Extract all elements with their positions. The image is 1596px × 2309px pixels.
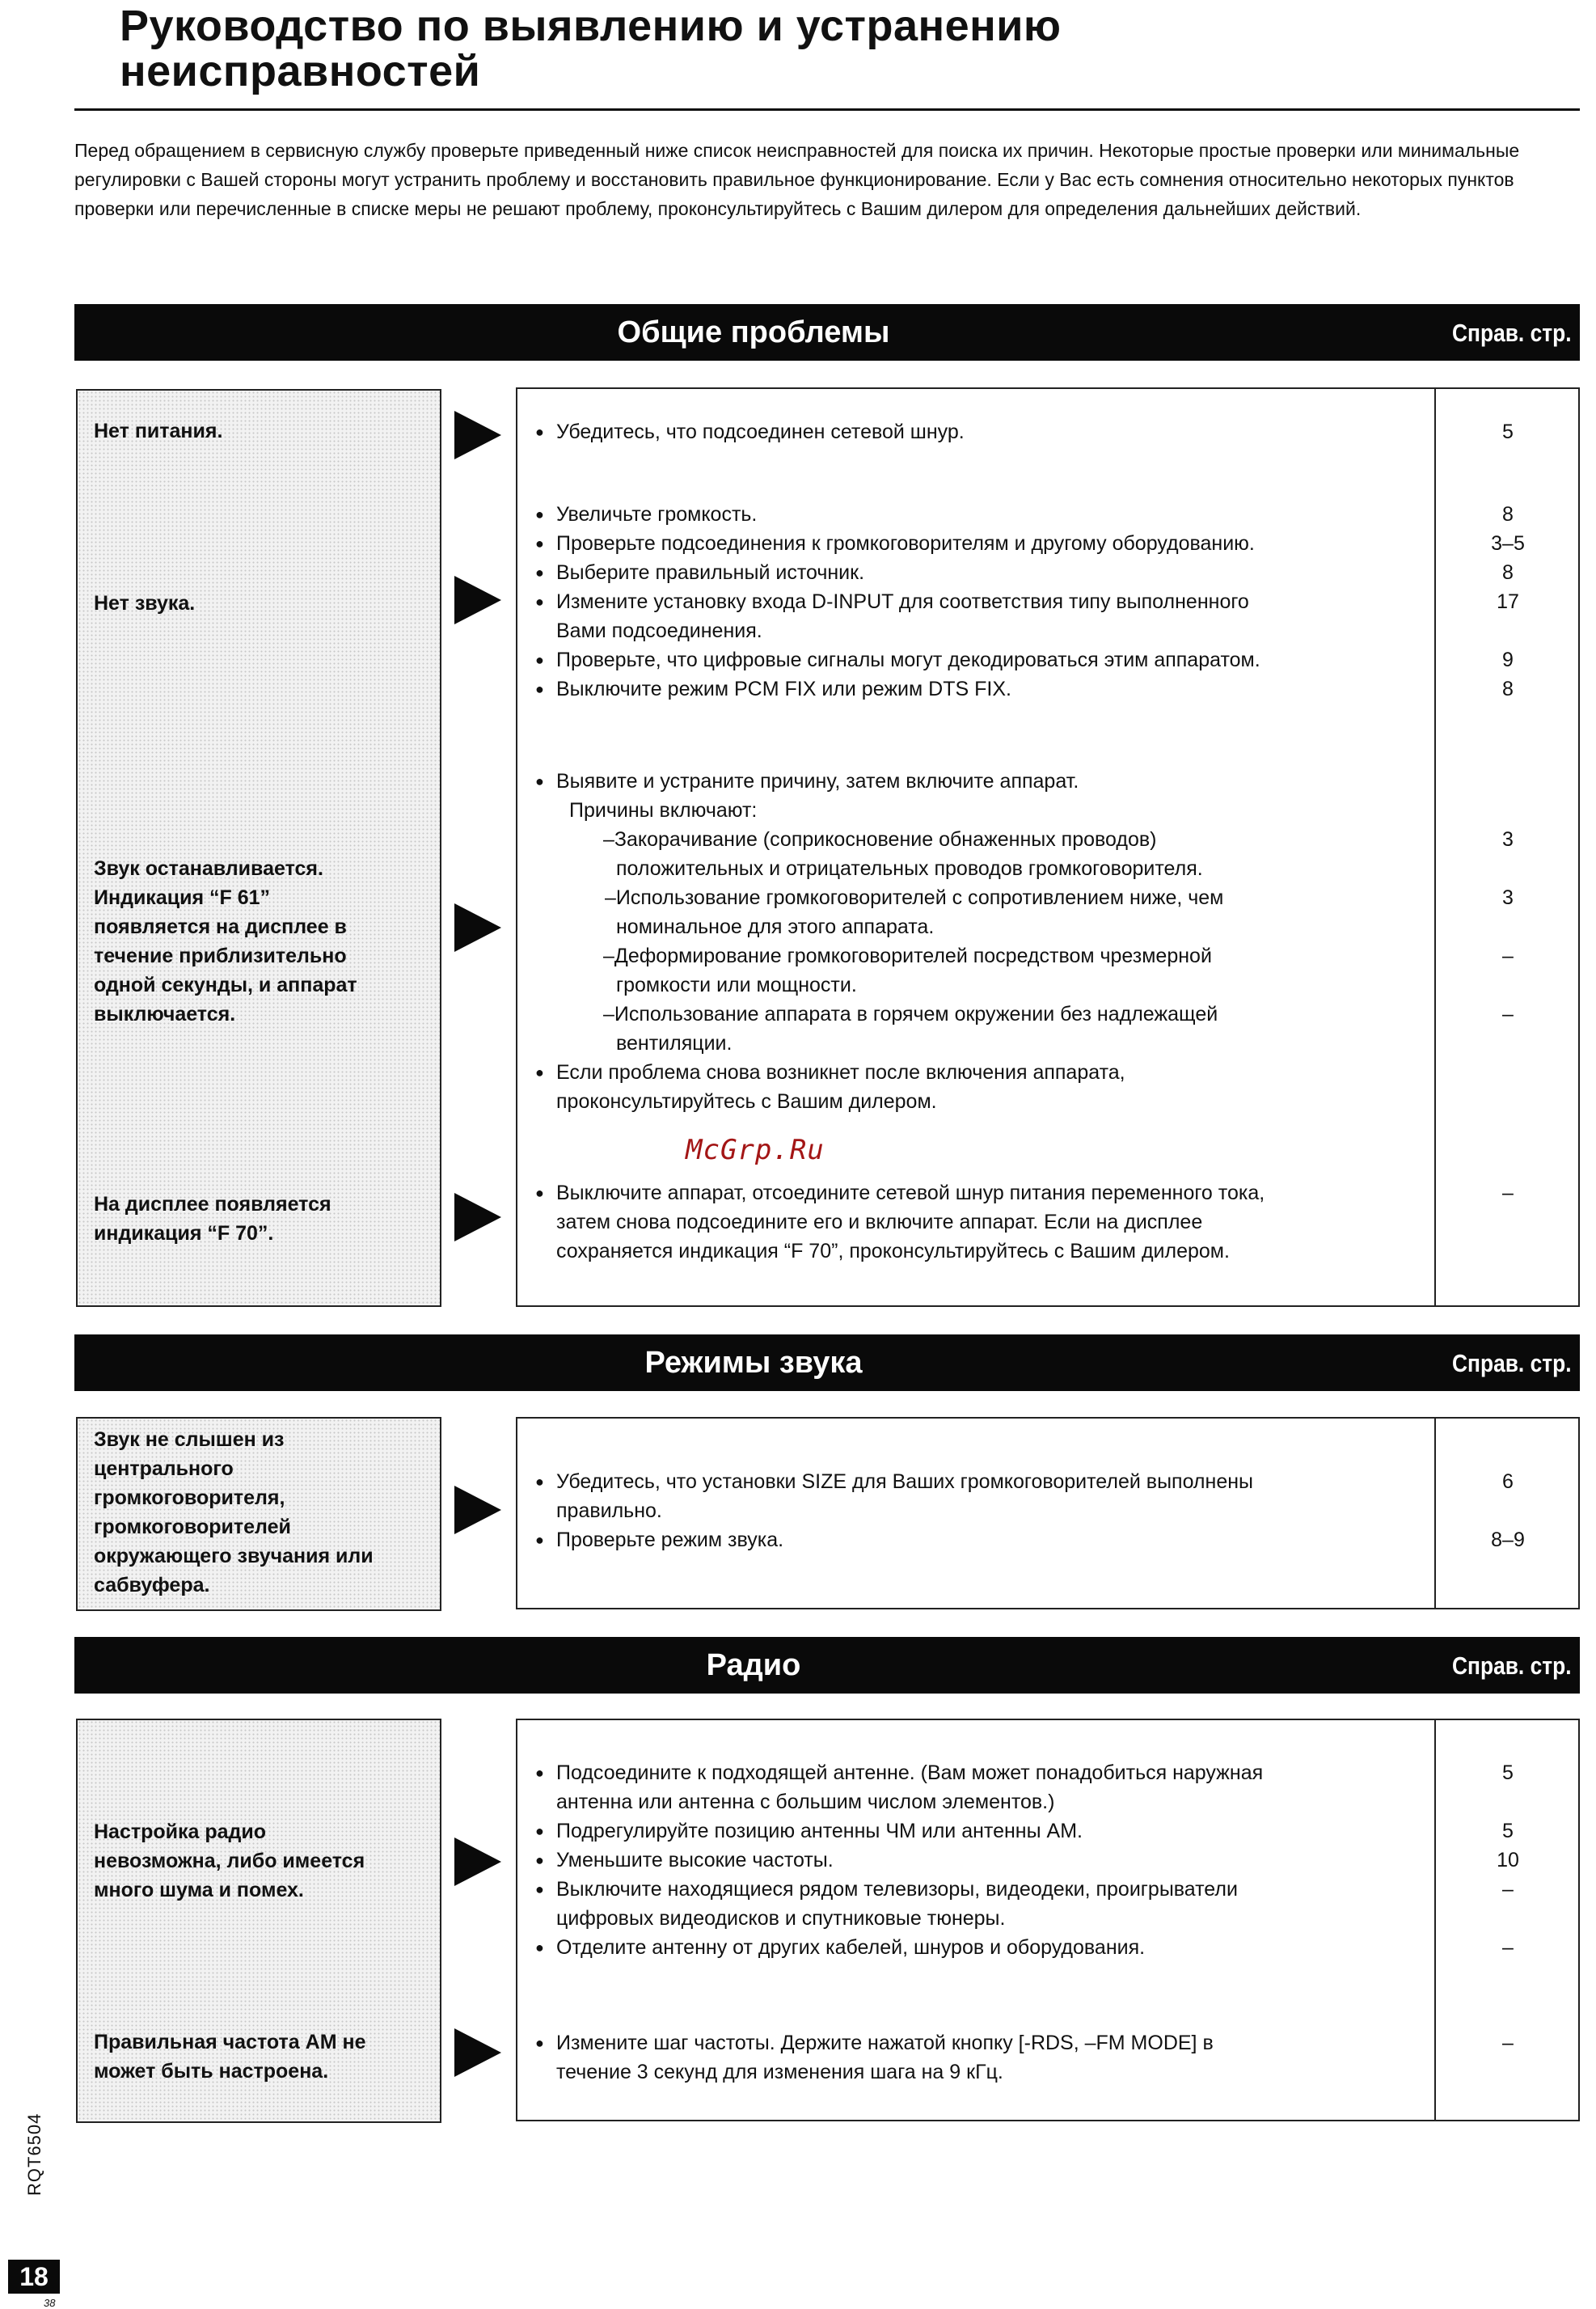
ref-page: 8–9 <box>1491 1529 1525 1551</box>
solution-item: ● Выключите режим PCM FIX или режим DTS FIX. <box>535 675 1011 704</box>
problem-no-power: Нет питания. <box>94 420 223 442</box>
problem-line: Настройка радио <box>94 1821 267 1843</box>
solution-item: ● Измените шаг частоты. Держите нажатой кнопку [-RDS, –FM MODE] в <box>535 2028 1214 2057</box>
solution-continuation: цифровых видеодисков и спутниковые тюнеры. <box>556 1907 1006 1930</box>
ref-page: – <box>1502 2032 1514 2054</box>
solution-continuation: Вами подсоединения. <box>556 620 762 642</box>
title-line-1: Руководство по выявлению и устранению <box>120 2 1062 50</box>
section-header-radio <box>74 1637 1580 1694</box>
ref-page: – <box>1502 1936 1514 1959</box>
problem-f70 <box>94 1190 433 1248</box>
solution-continuation: сохраняется индикация “F 70”, проконсультируйтесь с Вашим дилером. <box>556 1240 1230 1262</box>
problem-line: много шума и помех. <box>94 1879 304 1901</box>
intro-paragraph: Перед обращением в сервисную службу проверьте приведенный ниже список неисправностей для поиска их причин. Некоторые простые проверки или минимальные регулировки с Вашей стороны могут устранить проблему и восстановить правильное функционирование. Если у Вас есть сомнения относительно некоторых пунктов проверки или перечисленные в списке меры не решают проблему, проконсультируйтесь с Вашим дилером для определения дальнейших действий. <box>74 140 1520 219</box>
solution-item: ● Убедитесь, что подсоединен сетевой шнур. <box>535 417 965 446</box>
solution-continuation: течение 3 секунд для изменения шага на 9 кГц. <box>556 2061 1003 2083</box>
cause-continuation: громкости или мощности. <box>616 974 857 996</box>
arrow-right-icon <box>454 1837 501 1886</box>
problem-line: появляется на дисплее в <box>94 916 347 938</box>
problem-am-tuning <box>94 2028 433 2086</box>
problem-line: громкоговорителей <box>94 1516 291 1538</box>
section-header-general <box>74 304 1580 361</box>
ref-page: 8 <box>1502 678 1514 700</box>
problem-line: Звук не слышен из <box>94 1428 285 1451</box>
solution-item: ● Измените установку входа D-INPUT для соответствия типу выполненного <box>535 587 1249 616</box>
solution-continuation: антенна или антенна с большим числом элементов.) <box>556 1791 1055 1813</box>
problem-line: течение приблизительно <box>94 945 347 967</box>
arrow-right-icon <box>454 1193 501 1241</box>
problem-line: индикация “F 70”. <box>94 1222 274 1245</box>
solution-item: ● Увеличьте громкость. <box>535 500 757 529</box>
ref-page: 5 <box>1502 1761 1514 1784</box>
problem-column <box>76 389 441 1307</box>
ref-divider <box>1434 1417 1436 1609</box>
problem-line: окружающего звучания или <box>94 1545 374 1567</box>
problem-no-speaker-sound <box>94 1425 433 1600</box>
ref-page: – <box>1502 1182 1514 1204</box>
cause-item: –Закорачивание (соприкосновение обнаженных проводов) <box>603 828 1157 851</box>
model-code: RQT6504 <box>24 2112 44 2196</box>
problem-column <box>76 1719 441 2123</box>
problem-f61 <box>94 854 433 1029</box>
solution-continuation: правильно. <box>556 1499 662 1522</box>
cause-continuation: вентиляции. <box>616 1032 733 1055</box>
section-title: Радио <box>706 1648 801 1682</box>
ref-page: 9 <box>1502 649 1514 671</box>
problem-no-sound: Нет звука. <box>94 592 196 615</box>
problem-tuning-noise <box>94 1817 433 1905</box>
solution-continuation: проконсультируйтесь с Вашим дилером. <box>556 1090 937 1113</box>
section-header-sound-modes <box>74 1334 1580 1391</box>
ref-page: 3 <box>1502 828 1514 851</box>
ref-column-header: Справ. стр. <box>1452 1349 1572 1377</box>
problem-line: невозможна, либо имеется <box>94 1850 365 1872</box>
ref-page: 6 <box>1502 1470 1514 1493</box>
arrow-right-icon <box>454 576 501 624</box>
problem-line: сабвуфера. <box>94 1574 210 1596</box>
problem-line: громкоговорителя, <box>94 1486 285 1509</box>
problem-line: Правильная частота АМ не <box>94 2031 366 2053</box>
solution-item: ● Проверьте подсоединения к громкоговорителям и другому оборудованию. <box>535 529 1255 558</box>
solution-item: ● Выявите и устраните причину, затем включите аппарат. <box>535 767 1079 796</box>
arrow-right-icon <box>454 903 501 952</box>
problem-line: Индикация “F 61” <box>94 886 271 909</box>
solution-item: ● Подрегулируйте позицию антенны ЧМ или антенны АМ. <box>535 1816 1083 1846</box>
ref-page: 17 <box>1497 590 1519 613</box>
problem-line: Звук останавливается. <box>94 857 323 880</box>
solution-box <box>516 1417 1580 1609</box>
ref-page: – <box>1502 1003 1514 1026</box>
problem-line: выключается. <box>94 1003 236 1026</box>
problem-column <box>76 1417 441 1611</box>
cause-item: –Использование аппарата в горячем окружении без надлежащей <box>603 1003 1218 1026</box>
solution-item: ● Выберите правильный источник. <box>535 558 864 587</box>
arrow-right-icon <box>454 411 501 459</box>
problem-line: На дисплее появляется <box>94 1193 331 1216</box>
ref-column-header: Справ. стр. <box>1452 319 1572 347</box>
solution-item: ● Выключите находящиеся рядом телевизоры, видеодеки, проигрыватели <box>535 1875 1238 1904</box>
ref-page: 3 <box>1502 886 1514 909</box>
cause-item: –Использование громкоговорителей с сопротивлением ниже, чем <box>605 886 1224 909</box>
problem-line: может быть настроена. <box>94 2060 329 2083</box>
solution-item: ● Выключите аппарат, отсоедините сетевой шнур питания переменного тока, <box>535 1178 1265 1207</box>
page-sub-number: 38 <box>44 2297 56 2309</box>
section-title: Общие проблемы <box>617 315 890 349</box>
title-divider <box>74 108 1580 111</box>
ref-column-header: Справ. стр. <box>1452 1651 1572 1680</box>
causes-label: Причины включают: <box>569 799 758 822</box>
ref-page: – <box>1502 945 1514 967</box>
ref-page: 8 <box>1502 561 1514 584</box>
arrow-right-icon <box>454 1486 501 1534</box>
ref-page: 8 <box>1502 503 1514 526</box>
solution-item: ● Подсоедините к подходящей антенне. (Вам может понадобиться наружная <box>535 1758 1263 1787</box>
ref-page: 5 <box>1502 1820 1514 1842</box>
page-number: 18 <box>8 2260 60 2294</box>
solution-continuation: затем снова подсоедините его и включите аппарат. Если на дисплее <box>556 1211 1203 1233</box>
solution-item: ● Убедитесь, что установки SIZE для Ваших громкоговорителей выполнены <box>535 1467 1253 1496</box>
cause-continuation: положительных и отрицательных проводов громкоговорителя. <box>616 857 1203 880</box>
ref-page: – <box>1502 1878 1514 1901</box>
problem-line: центрального <box>94 1457 234 1480</box>
solution-item: ● Проверьте режим звука. <box>535 1525 783 1554</box>
cause-continuation: номинальное для этого аппарата. <box>616 916 935 938</box>
arrow-right-icon <box>454 2028 501 2077</box>
section-title: Режимы звука <box>644 1346 863 1380</box>
ref-page: 10 <box>1497 1849 1519 1871</box>
title-line-2: неисправностей <box>120 47 481 95</box>
cause-item: –Деформирование громкоговорителей посредством чрезмерной <box>603 945 1212 967</box>
solution-item: ● Отделите антенну от других кабелей, шнуров и оборудования. <box>535 1933 1145 1962</box>
solution-item: ● Проверьте, что цифровые сигналы могут декодироваться этим аппаратом. <box>535 645 1260 675</box>
problem-line: одной секунды, и аппарат <box>94 974 357 996</box>
ref-page: 5 <box>1502 421 1514 443</box>
solution-item: ● Если проблема снова возникнет после включения аппарата, <box>535 1058 1125 1087</box>
solution-item: ● Уменьшите высокие частоты. <box>535 1846 834 1875</box>
page-title <box>120 3 1575 94</box>
watermark: McGrp.Ru <box>686 1134 825 1166</box>
ref-page: 3–5 <box>1491 532 1525 555</box>
